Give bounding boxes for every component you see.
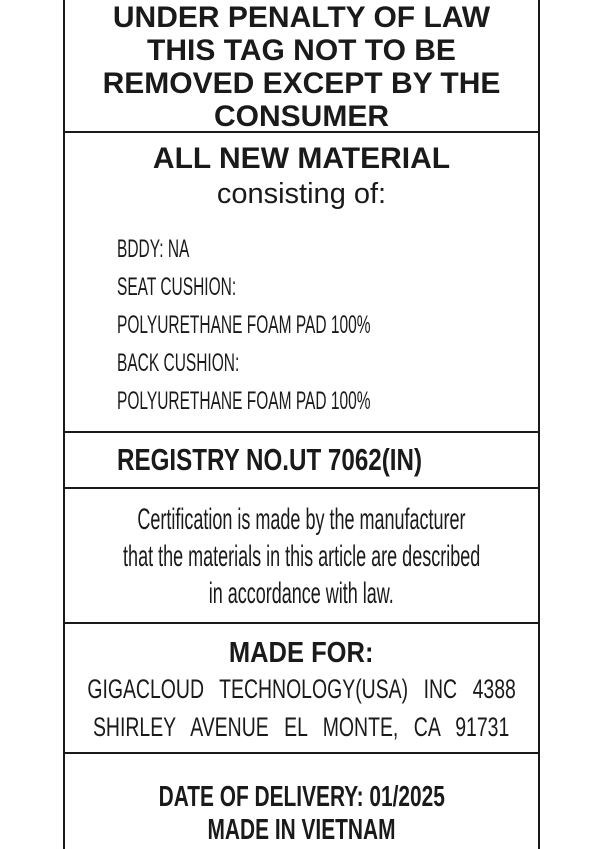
material-item	[117, 344, 538, 382]
certification-line	[65, 501, 538, 538]
made-in-line	[65, 814, 538, 847]
address-line-text: GIGACLOUD TECHNOLOGY(USA) INC 4388	[87, 674, 516, 704]
address-line	[65, 709, 538, 746]
materials-title: ALL NEW MATERIAL	[152, 142, 451, 175]
material-item	[117, 382, 538, 420]
section-penalty-header	[65, 0, 538, 133]
address-line	[65, 671, 538, 708]
certification-line-text: in accordance with law.	[208, 576, 395, 610]
section-materials	[65, 133, 538, 433]
certification-line-text: Certification is made by the manufacturer	[137, 502, 466, 536]
material-item	[117, 306, 538, 344]
section-made-for	[65, 624, 538, 754]
made-in-text: MADE IN VIETNAM	[207, 814, 396, 846]
material-item	[117, 268, 538, 306]
law-label	[63, 0, 540, 849]
penalty-line: UNDER PENALTY OF LAW	[112, 1, 491, 34]
material-item-text: POLYURETHANE FOAM PAD 100%	[117, 311, 371, 339]
penalty-line: CONSUMER	[213, 100, 389, 133]
delivery-date-line	[65, 781, 538, 814]
penalty-line: REMOVED EXCEPT BY THE	[102, 67, 501, 100]
certification-line	[65, 538, 538, 575]
made-for-title	[65, 637, 538, 670]
certification-line	[65, 575, 538, 612]
materials-list	[65, 230, 538, 420]
material-item-text: POLYURETHANE FOAM PAD 100%	[117, 387, 371, 415]
address-line-text: SHIRLEY AVENUE EL MONTE, CA 91731	[93, 712, 510, 742]
materials-subtitle: consisting of:	[216, 178, 387, 210]
section-certification	[65, 489, 538, 624]
delivery-date-text: DATE OF DELIVERY: 01/2025	[158, 781, 445, 813]
material-item-text: SEAT CUSHION:	[117, 273, 237, 301]
certification-line-text: that the materials in this article are described	[122, 539, 481, 573]
section-delivery	[65, 754, 538, 849]
made-for-title-text: MADE FOR:	[229, 637, 374, 669]
material-item	[117, 230, 538, 268]
material-item-text: BDDY: NA	[117, 235, 190, 263]
section-registry	[65, 433, 538, 489]
registry-number: REGISTRY NO.UT 7062(IN)	[117, 442, 423, 477]
penalty-line: THIS TAG NOT TO BE	[147, 34, 456, 67]
material-item-text: BACK CUSHION:	[117, 349, 240, 377]
